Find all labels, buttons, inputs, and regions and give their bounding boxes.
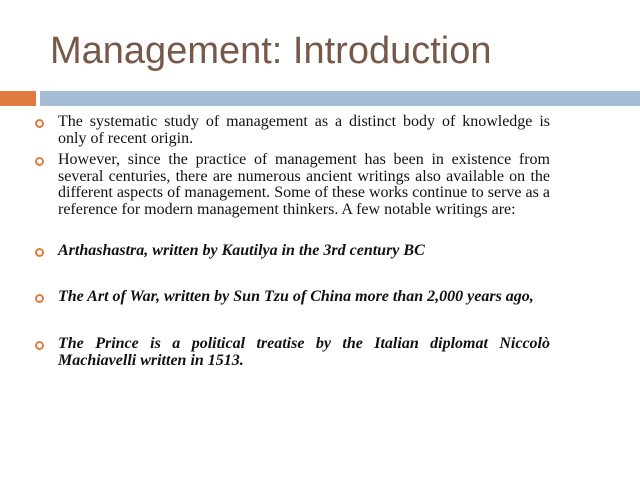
- accent-bar-blue: [40, 91, 640, 106]
- accent-bar-orange: [0, 91, 36, 106]
- bullet-item: [35, 336, 550, 369]
- circle-bullet-icon: [35, 248, 44, 257]
- bullet-text: The Art of War, written by Sun Tzu of China more than 2,000 years ago,: [58, 287, 534, 305]
- circle-bullet-icon: [35, 294, 44, 303]
- bullet-text: Arthashastra, written by Kautilya in the 3rd century BC: [58, 242, 425, 259]
- circle-bullet-icon: [35, 157, 44, 166]
- bullet-text: The systematic study of management as a distinct body of knowledge is only of recent origin.: [58, 113, 550, 147]
- slide-title: Management: Introduction: [50, 30, 492, 72]
- bullet-item: [35, 114, 550, 147]
- circle-bullet-icon: [35, 119, 44, 128]
- bullet-text: However, since the practice of management has been in existence from several centuries, there are numerous ancient writings also available on the different aspects of management. Some of these works continue to serve as a reference for modern management thinkers. A few notable writings are:: [58, 151, 550, 218]
- bullet-item: [35, 243, 550, 260]
- bullet-item: [35, 152, 550, 218]
- bullet-list: [35, 114, 550, 369]
- bullet-item: [35, 289, 550, 306]
- circle-bullet-icon: [35, 341, 44, 350]
- bullet-text: The Prince is a political treatise by the Italian diplomat Niccolò Machiavelli written in 1513.: [58, 335, 550, 369]
